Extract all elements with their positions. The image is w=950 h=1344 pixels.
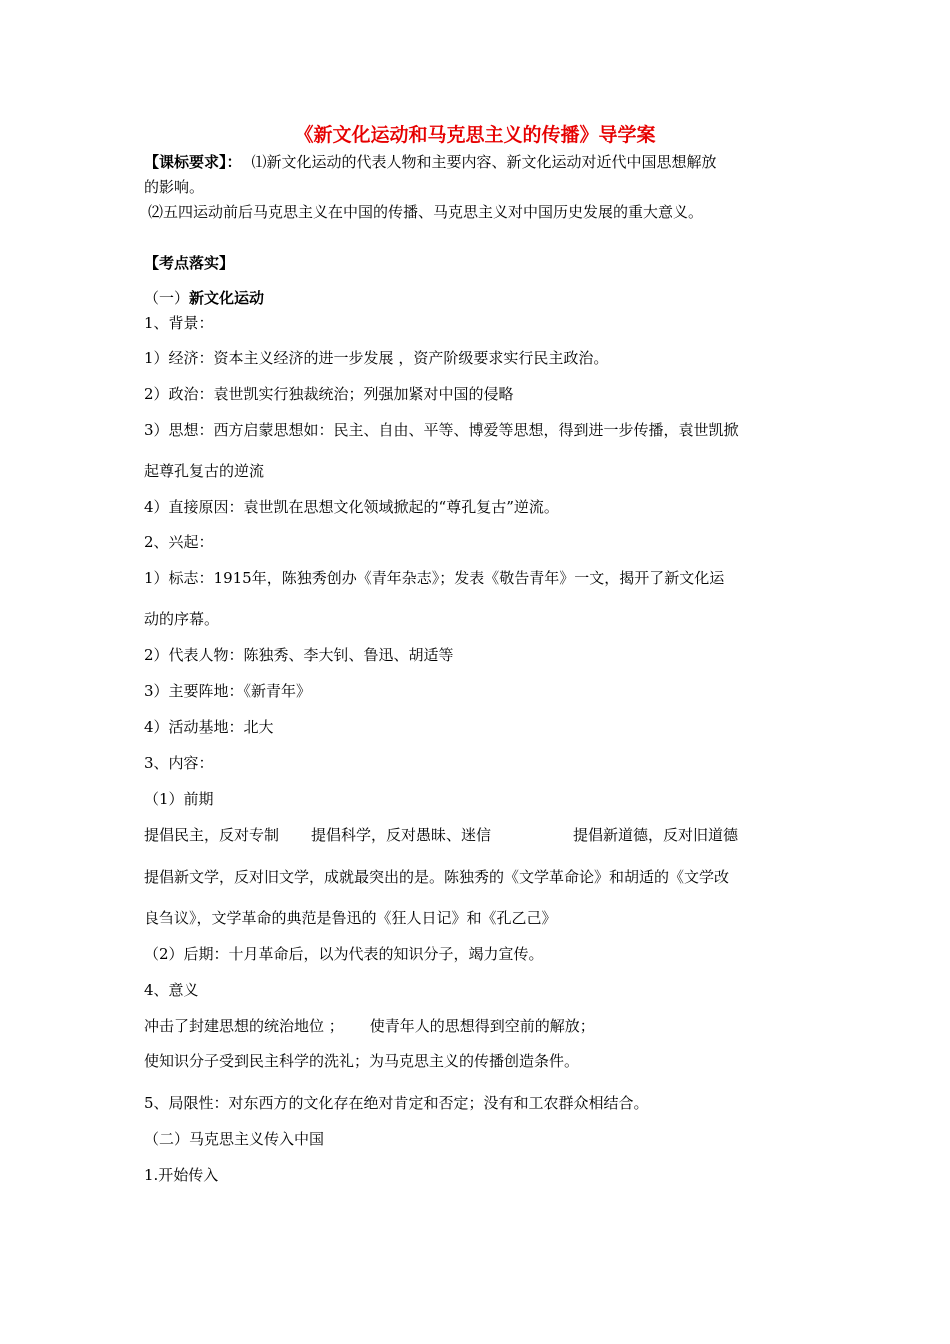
slogan-science: 提倡科学，反对愚昧、迷信 bbox=[311, 826, 492, 844]
rise-symbol-continued: 动的序幕。 bbox=[144, 610, 220, 628]
limitation: 5、局限性：对东西方的文化存在绝对肯定和否定；没有和工农群众相结合。 bbox=[144, 1094, 649, 1112]
section-1-prefix: （一） bbox=[144, 289, 190, 307]
section-2-item-1: 1.开始传入 bbox=[144, 1166, 219, 1184]
background-thought: 3）思想：西方启蒙思想如：民主、自由、平等、博爱等思想，得到进一步传播，袁世凯掀 bbox=[144, 421, 739, 439]
section-1-heading bbox=[144, 288, 264, 308]
requirement-item-2: ⑵五四运动前后马克思主义在中国的传播、马克思主义对中国历史发展的重大意义。 bbox=[148, 203, 704, 221]
content-heading: 3、内容： bbox=[144, 754, 214, 772]
rise-base: 4）活动基地：北大 bbox=[144, 718, 274, 736]
meaning-impact-feudal: 冲击了封建思想的统治地位 ； bbox=[144, 1017, 344, 1035]
background-thought-continued: 起尊孔复古的逆流 bbox=[144, 462, 265, 480]
section-2-heading: （二）马克思主义传入中国 bbox=[144, 1130, 325, 1148]
requirement-item-1-continued: 的影响。 bbox=[144, 178, 205, 196]
early-literature: 提倡新文学，反对旧文学，成就最突出的是。陈独秀的《文学革命论》和胡适的《文学改 bbox=[144, 868, 730, 886]
meaning-line-2: 使知识分子受到民主科学的洗礼；为马克思主义的传播创造条件。 bbox=[144, 1052, 580, 1070]
slogan-morality: 提倡新道德，反对旧道德 bbox=[573, 826, 739, 844]
requirement-item-1-text: ⑴新文化运动的代表人物和主要内容、新文化运动对近代中国思想解放 bbox=[251, 153, 717, 171]
late-period: （2）后期：十月革命后，以为代表的知识分子，竭力宣传。 bbox=[144, 945, 544, 963]
rise-representatives: 2）代表人物：陈独秀、李大钊、鲁迅、胡适等 bbox=[144, 646, 454, 664]
curriculum-requirement-label: 【课标要求】： bbox=[144, 153, 242, 171]
section-1-title: 新文化运动 bbox=[189, 289, 265, 307]
background-heading: 1、背景： bbox=[144, 314, 214, 332]
rise-heading: 2、兴起： bbox=[144, 533, 214, 551]
rise-main-platform: 3）主要阵地：《新青年》 bbox=[144, 682, 312, 700]
early-literature-continued: 良刍议》，文学革命的典范是鲁迅的《狂人日记》和《孔乙己》 bbox=[144, 909, 557, 927]
kaodian-heading: 【考点落实】 bbox=[144, 254, 235, 272]
meaning-youth-liberation: 使青年人的思想得到空前的解放； bbox=[369, 1017, 595, 1035]
background-economy: 1）经济：资本主义经济的进一步发展 ，资产阶级要求实行民主政治。 bbox=[144, 349, 609, 367]
background-direct-cause: 4）直接原因：袁世凯在思想文化领域掀起的“尊孔复古”逆流。 bbox=[144, 498, 559, 516]
rise-symbol: 1）标志：1915年，陈独秀创办《青年杂志》；发表《敬告青年》一文，揭开了新文化运 bbox=[144, 569, 725, 587]
slogan-democracy: 提倡民主，反对专制 bbox=[144, 826, 280, 844]
meaning-line-1 bbox=[144, 1016, 595, 1036]
early-period-slogans bbox=[144, 825, 738, 845]
background-politics: 2）政治：袁世凯实行独裁统治；列强加紧对中国的侵略 bbox=[144, 385, 514, 403]
page-title: 《新文化运动和马克思主义的传播》导学案 bbox=[294, 124, 656, 146]
meaning-heading: 4、意义 bbox=[144, 981, 199, 999]
curriculum-requirement-line-1 bbox=[144, 152, 717, 172]
early-period-heading: （1）前期 bbox=[144, 790, 214, 808]
